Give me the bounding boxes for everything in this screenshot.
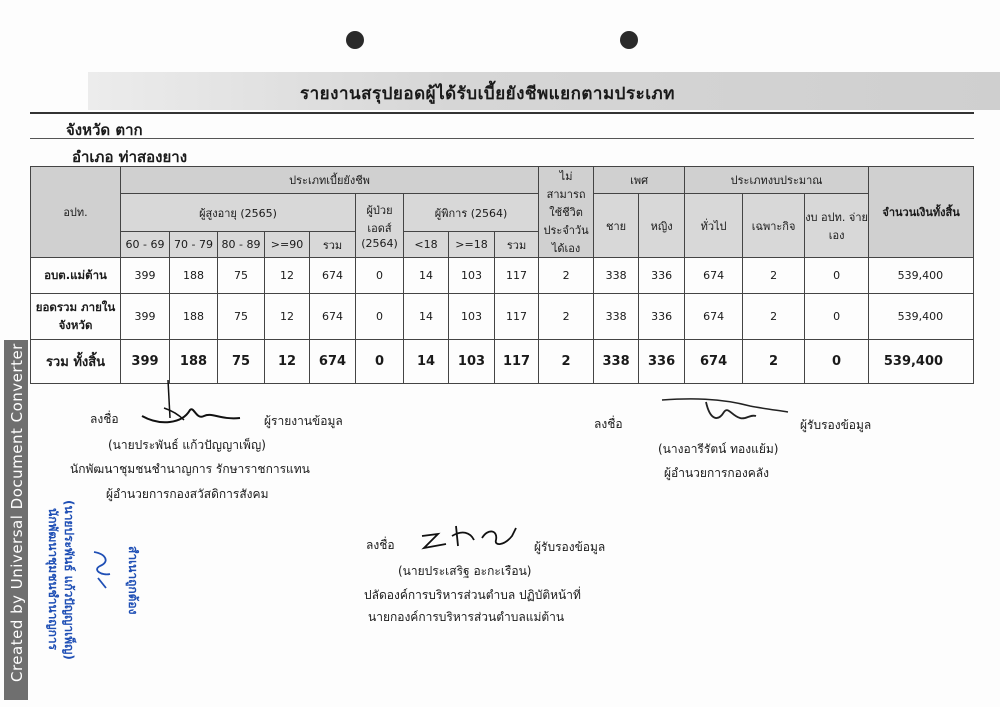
cell: 188 bbox=[170, 294, 218, 340]
certifier-position-1: ผู้อำนวยการกองคลัง bbox=[664, 466, 769, 480]
header-gender: เพศ bbox=[594, 167, 685, 194]
cell: 0 bbox=[356, 340, 404, 384]
cell: 338 bbox=[594, 294, 639, 340]
cell: 103 bbox=[449, 340, 495, 384]
cell: 336 bbox=[639, 258, 685, 294]
cell: 0 bbox=[356, 294, 404, 340]
cell: 2 bbox=[539, 258, 594, 294]
header-own-budget: งบ อปท. จ่ายเอง bbox=[805, 194, 869, 258]
cell: 338 bbox=[594, 258, 639, 294]
cell: 117 bbox=[495, 340, 539, 384]
cell: 2 bbox=[743, 340, 805, 384]
document-title: รายงานสรุปยอดผู้ได้รับเบี้ยยังชีพแยกตามประเภท bbox=[300, 84, 675, 104]
reporter-sign-label: ลงชื่อ bbox=[90, 412, 119, 426]
certifier-signature-image bbox=[660, 392, 790, 432]
cell: 2 bbox=[539, 340, 594, 384]
punch-hole-left bbox=[346, 31, 364, 49]
table-row bbox=[31, 258, 974, 294]
header-age-70-79: 70 - 79 bbox=[170, 232, 218, 258]
row-label: รวม ทั้งสิ้น bbox=[31, 340, 121, 384]
cell: 0 bbox=[805, 294, 869, 340]
header-general: ทั่วไป bbox=[685, 194, 743, 258]
cell: 188 bbox=[170, 340, 218, 384]
allowance-table bbox=[30, 166, 974, 384]
cell: 336 bbox=[639, 294, 685, 340]
header-disabled: ผู้พิการ (2564) bbox=[404, 194, 539, 232]
header-aids: ผู้ป่วย เอดส์ (2564) bbox=[356, 194, 404, 258]
header-female: หญิง bbox=[639, 194, 685, 258]
cell: 103 bbox=[449, 258, 495, 294]
certified-copy-stamp-line-1: สำเนาถูกต้อง bbox=[126, 546, 140, 615]
reporter-position-2: ผู้อำนวยการกองสวัสดิการสังคม bbox=[106, 487, 269, 501]
header-org: อปท. bbox=[31, 167, 121, 258]
table-row bbox=[31, 294, 974, 340]
cell: 14 bbox=[404, 340, 449, 384]
cell: 399 bbox=[121, 294, 170, 340]
header-allowance-type: ประเภทเบี้ยยังชีพ bbox=[121, 167, 539, 194]
header-over-18: >=18 bbox=[449, 232, 495, 258]
cell: 14 bbox=[404, 294, 449, 340]
reporter-position-1: นักพัฒนาชุมชนชำนาญการ รักษาราชการแทน bbox=[70, 462, 310, 476]
cell: 539,400 bbox=[869, 340, 974, 384]
certifier-sign-label: ลงชื่อ bbox=[594, 417, 623, 431]
table-row-total bbox=[31, 340, 974, 384]
cell: 2 bbox=[539, 294, 594, 340]
cell: 75 bbox=[218, 340, 265, 384]
header-total-amount: จำนวนเงินทั้งสิ้น bbox=[869, 167, 974, 258]
chief-sign-label: ลงชื่อ bbox=[366, 538, 395, 552]
certified-copy-stamp-line-3: นักพัฒนาชุมชนชำนาญการ bbox=[46, 508, 60, 651]
reporter-signature-image bbox=[130, 380, 250, 440]
cell: 0 bbox=[805, 340, 869, 384]
header-under-18: <18 bbox=[404, 232, 449, 258]
header-age-60-69: 60 - 69 bbox=[121, 232, 170, 258]
cell: 117 bbox=[495, 294, 539, 340]
header-age-80-89: 80 - 89 bbox=[218, 232, 265, 258]
row-label: ยอดรวม ภายในจังหวัด bbox=[31, 294, 121, 340]
punch-hole-right bbox=[620, 31, 638, 49]
cell: 188 bbox=[170, 258, 218, 294]
certifier-name: (นางอารีรัตน์ ทองแย้ม) bbox=[658, 442, 779, 456]
cell: 2 bbox=[743, 258, 805, 294]
header-specific: เฉพาะกิจ bbox=[743, 194, 805, 258]
cell: 336 bbox=[639, 340, 685, 384]
row-label: อบต.แม่ต้าน bbox=[31, 258, 121, 294]
cell: 2 bbox=[743, 294, 805, 340]
header-disabled-sum: รวม bbox=[495, 232, 539, 258]
cell: 539,400 bbox=[869, 294, 974, 340]
cell: 75 bbox=[218, 258, 265, 294]
reporter-name: (นายประพันธ์ แก้วปัญญาเพ็ญ) bbox=[108, 438, 266, 452]
chief-role: ผู้รับรองข้อมูล bbox=[534, 540, 606, 554]
chief-position-1: ปลัดองค์การบริหารส่วนตำบล ปฏิบัติหน้าที่ bbox=[364, 588, 581, 602]
cell: 0 bbox=[805, 258, 869, 294]
header-age-90: >=90 bbox=[265, 232, 310, 258]
header-elderly: ผู้สูงอายุ (2565) bbox=[121, 194, 356, 232]
cell: 75 bbox=[218, 294, 265, 340]
chief-name: (นายประเสริฐ อะกะเรือน) bbox=[398, 564, 532, 578]
certified-copy-stamp-line-2: (นายประพันธ์ แก้วปัญญาเพ็ญ) bbox=[62, 500, 76, 660]
reporter-role: ผู้รายงานข้อมูล bbox=[264, 414, 343, 428]
district-label: อำเภอ ท่าสองยาง bbox=[72, 148, 188, 166]
cell: 399 bbox=[121, 258, 170, 294]
cell: 539,400 bbox=[869, 258, 974, 294]
cell: 103 bbox=[449, 294, 495, 340]
stamp-signature-image bbox=[88, 548, 118, 592]
cell: 674 bbox=[310, 294, 356, 340]
cell: 399 bbox=[121, 340, 170, 384]
cell: 12 bbox=[265, 258, 310, 294]
header-elderly-sum: รวม bbox=[310, 232, 356, 258]
cell: 338 bbox=[594, 340, 639, 384]
cell: 674 bbox=[685, 258, 743, 294]
cell: 674 bbox=[685, 294, 743, 340]
cell: 12 bbox=[265, 340, 310, 384]
cell: 0 bbox=[356, 258, 404, 294]
header-budget-type: ประเภทงบประมาณ bbox=[685, 167, 869, 194]
divider-province bbox=[30, 138, 974, 139]
cell: 674 bbox=[310, 340, 356, 384]
province-label: จังหวัด ตาก bbox=[66, 121, 143, 139]
header-male: ชาย bbox=[594, 194, 639, 258]
cell: 12 bbox=[265, 294, 310, 340]
chief-signature-image bbox=[416, 516, 526, 556]
cell: 117 bbox=[495, 258, 539, 294]
cell: 674 bbox=[310, 258, 356, 294]
chief-position-2: นายกองค์การบริหารส่วนตำบลแม่ต้าน bbox=[368, 610, 565, 624]
converter-watermark bbox=[4, 340, 28, 700]
certifier-role: ผู้รับรองข้อมูล bbox=[800, 418, 872, 432]
header-unable: ไม่ สามารถ ใช้ชีวิต ประจำวัน ได้เอง bbox=[539, 167, 594, 258]
watermark-text: Created by Universal Document Converter bbox=[8, 343, 26, 682]
cell: 674 bbox=[685, 340, 743, 384]
divider-top bbox=[30, 112, 974, 114]
cell: 14 bbox=[404, 258, 449, 294]
